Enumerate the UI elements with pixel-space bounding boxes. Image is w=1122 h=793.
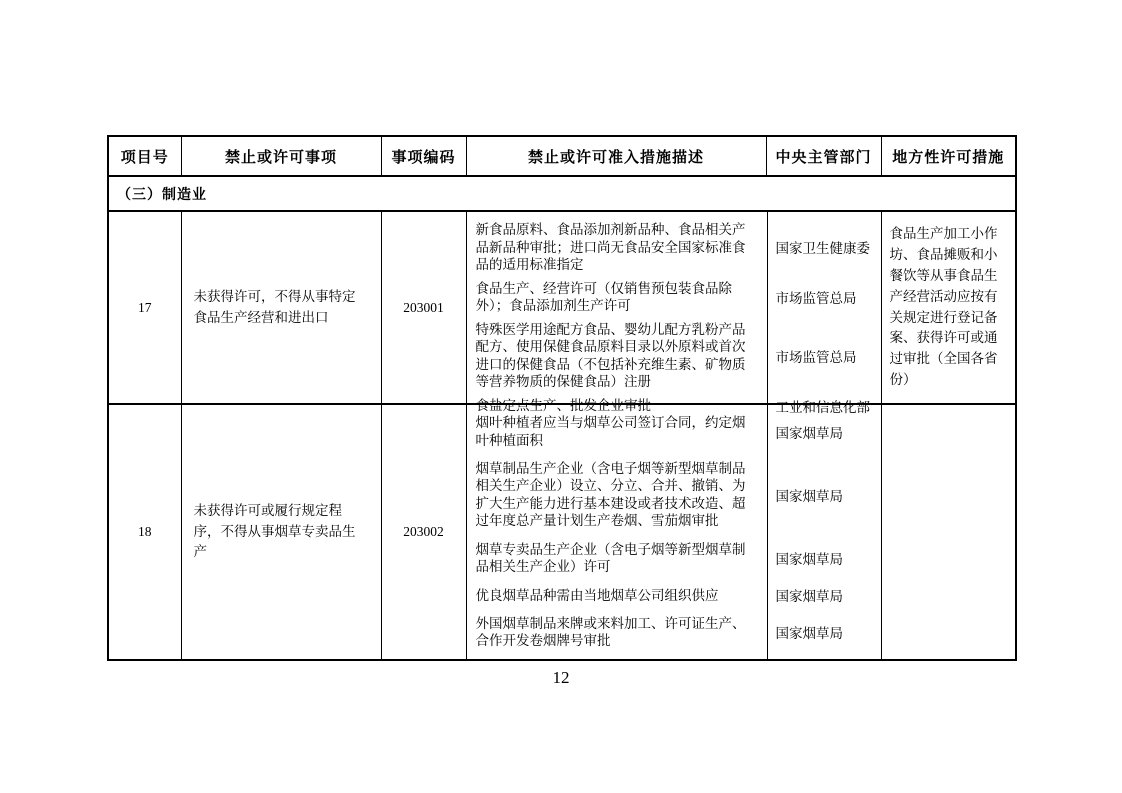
local-measures: [881, 404, 1016, 660]
item-number: 17: [108, 211, 181, 404]
measure-description: 烟草专卖品生产企业（含电子烟等新型烟草制品相关生产企业）许可: [475, 541, 746, 575]
column-header-local: 地方性许可措施: [881, 136, 1016, 176]
measure-department: 国家烟草局: [775, 626, 843, 642]
measure-description: 烟叶种植者应当与烟草公司签订合同，约定烟叶种植面积: [475, 415, 746, 448]
page-number: 12: [552, 668, 570, 687]
measure-description: 优良烟草品种需由当地烟草公司组织供应: [475, 587, 719, 603]
measures-grid: [467, 405, 881, 659]
column-header-item-no: 项目号: [108, 136, 181, 176]
measure-description: 新食品原料、食品添加剂新品种、食品相关产品新品种审批；进口尚无食品安全国家标准食品的适用标准指定: [475, 222, 746, 273]
column-divider: [767, 405, 768, 659]
measures-grid: [467, 212, 881, 415]
measure-department: 国家卫生健康委: [775, 241, 870, 257]
column-header-department: 中央主管部门: [766, 136, 881, 176]
item-number: 18: [108, 404, 181, 660]
measure-department: 工业和信息化部: [775, 399, 870, 415]
measure-department: 国家烟草局: [775, 425, 843, 441]
section-row: [108, 176, 1016, 211]
matter-code: 203002: [381, 404, 466, 660]
section-title: （三）制造业: [108, 176, 1016, 211]
column-divider: [767, 212, 768, 403]
column-header-matter: 禁止或许可事项: [181, 136, 381, 176]
table-row: [108, 211, 1016, 404]
column-header-code: 事项编码: [381, 136, 466, 176]
measure-description: 食品生产、经营许可（仅销售预包装食品除外）；食品添加剂生产许可: [475, 280, 732, 314]
negative-list-table: [107, 135, 1017, 661]
measure-description: 外国烟草制品来牌或来料加工、许可证生产、合作开发卷烟牌号审批: [475, 615, 746, 649]
local-measures: 食品生产加工小作坊、食品摊贩和小餐饮等从事食品生产经营活动应按有关规定进行登记备案、获得许可或通过审批（全国各省份）: [881, 211, 1016, 404]
measures-cell: [466, 211, 881, 415]
measure-description: 烟草制品生产企业（含电子烟等新型烟草制品相关生产企业）设立、分立、合并、撤销、为扩大生产能力进行基本建设或者技术改造、超过年度总产量计划生产卷烟、雪茄烟审批: [475, 460, 746, 529]
table-header-row: [108, 136, 1016, 176]
matter-description: 未获得许可，不得从事特定食品生产经营和进出口: [181, 211, 381, 404]
measures-cell: [466, 404, 881, 660]
measure-department: 市场监管总局: [775, 291, 857, 307]
measure-department: 国家烟草局: [775, 589, 843, 605]
measure-department: 国家烟草局: [775, 552, 843, 568]
measure-description: 食盐定点生产、批发企业审批: [475, 397, 651, 413]
matter-description: 未获得许可或履行规定程序，不得从事烟草专卖品生产: [181, 404, 381, 660]
measure-department: 国家烟草局: [775, 488, 843, 504]
measure-department: 市场监管总局: [775, 349, 857, 365]
matter-code: 203001: [381, 211, 466, 404]
measure-description: 特殊医学用途配方食品、婴幼儿配方乳粉产品配方、使用保健食品原料目录以外原料或首次进口的保健食品（不包括补充维生素、矿物质等营养物质的保健食品）注册: [475, 321, 746, 390]
column-header-measures: 禁止或许可准入措施描述: [466, 136, 766, 176]
table-row: [108, 404, 1016, 660]
